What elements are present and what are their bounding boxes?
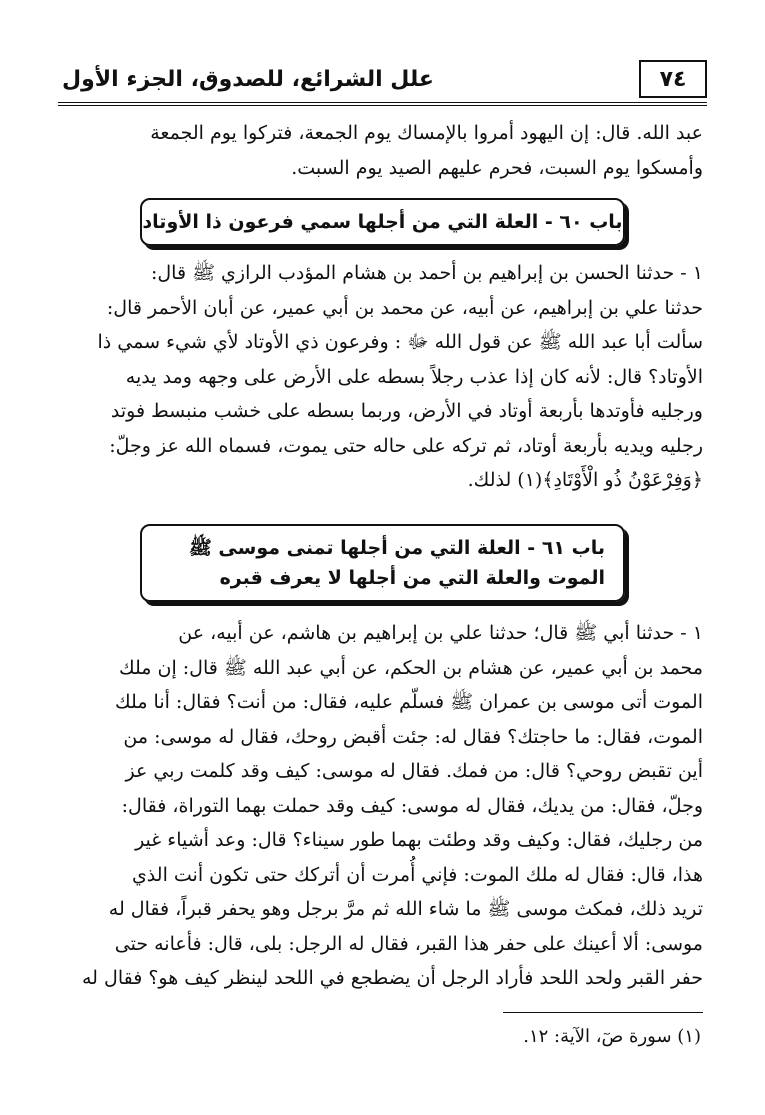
footnote-divider [503,1012,703,1013]
chapter-60-paragraph [62,256,703,498]
text-line: وأمسكوا يوم السبت، فحرم عليهم الصيد يوم السبت. [291,156,703,179]
text-line: حدثنا علي بن إبراهيم، عن أبيه، عن محمد بن أبي عمير، عن أبان الأحمر قال: [106,296,703,319]
text-line: سألت أبا عبد الله ﷺ عن قول الله ﷻ : وفرعون ذي الأوتاد لأي شيء سمي ذا [97,331,703,353]
page-header [58,60,707,98]
page-number: ٧٤ [639,60,707,98]
header-divider [58,102,707,106]
text-line: هذا، قال: فقال له ملك الموت: فإني أُمرت أن أتركك حتى تكون أنت الذي [131,863,703,886]
text-line: موسى: ألا أعينك على حفر هذا القبر، فقال له الرجل: بلى، قال: فأعانه حتى [114,932,703,955]
text-line: وجلّ، فقال: من يديك، فقال له موسى: كيف وقد حملت بهما التوراة، فقال: [121,794,703,817]
text-line: تريد ذلك، فمكث موسى ﷺ ما شاء الله ثم مرَّ برجل وهو يحفر قبراً، فقال له [108,898,703,920]
text-line: الأوتاد؟ قال: لأنه كان إذا عذب رجلاً بسطه على الأرض على وجهه ومد يديه [125,365,703,388]
opening-paragraph [62,116,703,185]
running-title: علل الشرائع، للصدوق، الجزء الأول [62,66,434,92]
text-line: ورجليه فأوتدها بأربعة أوتاد في الأرض، وربما بسطه على خشب منبسط فوتد [110,400,703,422]
chapter-61-paragraph [62,616,703,996]
text-line: عبد الله. قال: إن اليهود أمروا بالإمساك يوم الجمعة، فتركوا يوم الجمعة [150,122,703,144]
chapter-61-heading [140,524,625,602]
text-line: ١ - حدثنا الحسن بن إبراهيم بن أحمد بن هشام المؤدب الرازي ﷺ قال: [150,262,703,284]
text-line: الموت أتى موسى بن عمران ﷺ فسلّم عليه، فقال: من أنت؟ فقال: أنا ملك [115,691,703,713]
text-line: رجليه ويديه بأربعة أوتاد، ثم تركه على حاله حتى يموت، فسماه الله عز وجلّ: [109,434,703,457]
text-line: من رجليك، فقال: وكيف وقد وطئت بهما طور سيناء؟ قال: وعد أشياء غير [135,829,703,851]
chapter-61-title-line-2: الموت والعلة التي من أجلها لا يعرف قبره [219,567,605,589]
text-line: محمد بن أبي عمير، عن هشام بن الحكم، عن أبي عبد الله ﷺ قال: إن ملك [118,656,703,679]
text-line: أين تقبض روحي؟ قال: من فمك. فقال له موسى: كيف وقد كلمت ربي عز [125,760,703,782]
chapter-60-heading [140,198,625,246]
text-line: حفر القبر ولحد اللحد فأراد الرجل أن يضطجع في اللحد لينظر كيف هو؟ فقال له [82,967,703,989]
chapter-61-title-line-1: باب ٦١ - العلة التي من أجلها تمنى موسى ﷺ [188,537,605,559]
text-line: الموت، فقال: ما حاجتك؟ فقال له: جئت أقبض روحك، فقال له موسى: من [123,725,703,748]
text-line: ١ - حدثنا أبي ﷺ قال؛ حدثنا علي بن إبراهيم بن هاشم، عن أبيه، عن [178,622,703,644]
footnote: (١) سورة صٓ، الآية: ١٢. [523,1026,701,1047]
text-line: ﴿وَفِرْعَوْنُ ذُو الْأَوْتَادِ﴾(١) لذلك. [467,469,703,491]
chapter-60-title: باب ٦٠ - العلة التي من أجلها سمي فرعون ذا الأوتاد [142,211,623,233]
